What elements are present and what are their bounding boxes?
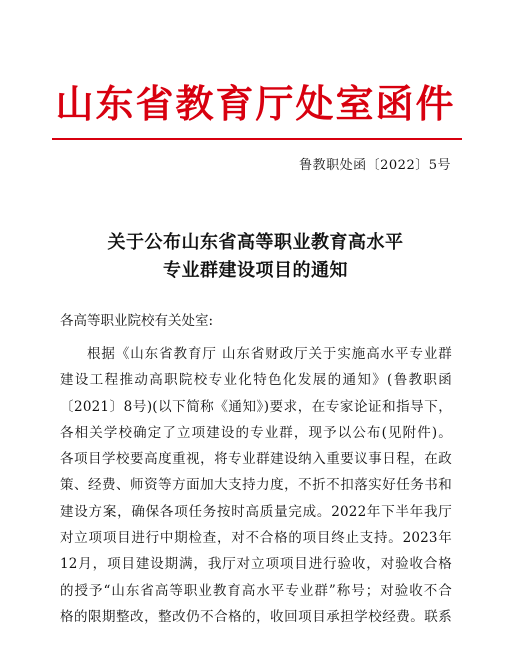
- notice-title-line-2: 专业群建设项目的通知: [163, 260, 348, 281]
- body-line: 根据《山东省教育厅 山东省财政厅关于实施高水平专业群: [87, 346, 452, 362]
- notice-title-line-1: 关于公布山东省高等职业教育高水平: [107, 232, 404, 253]
- body-line: 〔2021〕8号)(以下简称《通知》)要求，在专家论证和指导下，: [60, 398, 452, 415]
- body-paragraph: [60, 341, 452, 630]
- body-line: 的授予“山东省高等职业教育高水平专业群”称号；对验收不合: [60, 582, 452, 599]
- body-line: 12月，项目建设期满，我厅对立项项目进行验收，对验收合格: [60, 556, 452, 573]
- body-line: 格的限期整改，整改仍不合格的，收回项目承担学校经费。联系: [60, 608, 452, 625]
- body-line: 建设方案，确保各项任务按时高质量完成。2022年下半年我厅: [60, 503, 452, 520]
- agency-letterhead-title: 山东省教育厅处室函件: [55, 81, 456, 126]
- salutation: 各高等职业院校有关处室:: [60, 313, 214, 329]
- body-line: 各项目学校要高度重视，将专业群建设纳入重要议事日程，在政: [60, 451, 452, 468]
- body-line: 策、经费、师资等方面加大支持力度，不折不扣落实好任务书和: [60, 477, 452, 494]
- document-number: 鲁教职处函〔2022〕5号: [299, 158, 451, 173]
- body-line: 对立项项目进行中期检查，对不合格的项目终止支持。2023年: [60, 530, 452, 547]
- body-line: 建设工程推动高职院校专业化特色化发展的通知》(鲁教职函: [60, 372, 452, 389]
- notice-title: [0, 229, 511, 285]
- body-line: 各相关学校确定了立项建设的专业群，现予以公布(见附件)。: [60, 424, 452, 441]
- letterhead-red-rule: [52, 138, 462, 140]
